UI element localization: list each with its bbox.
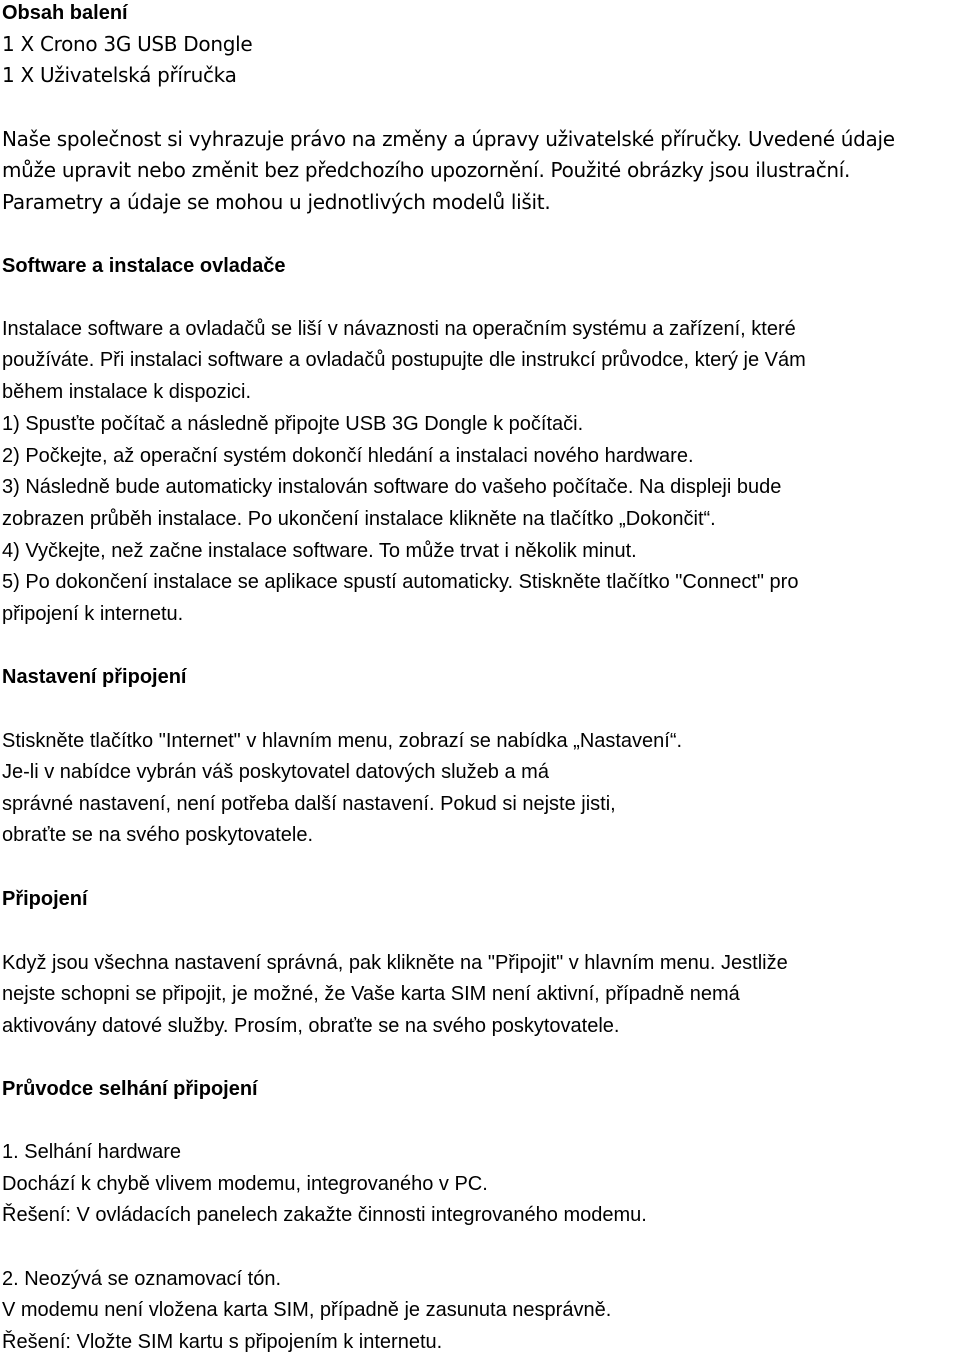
- section-heading-software: Software a instalace ovladače: [2, 255, 286, 277]
- troubleshooting-line: Dochází k chybě vlivem modemu, integrovaného v PC.: [2, 1173, 488, 1195]
- troubleshooting-item-title: 1. Selhání hardware: [2, 1141, 182, 1163]
- troubleshooting-line: Řešení: V ovládacích panelech zakažte činnosti integrovaného modemu.: [2, 1204, 647, 1226]
- package-item: 1 X Uživatelská příručka: [2, 63, 237, 87]
- software-step: 1) Spusťte počítač a následně připojte USB 3G Dongle k počítači.: [2, 413, 584, 435]
- settings-line: Je-li v nabídce vybrán váš poskytovatel datových služeb a má: [2, 761, 549, 783]
- troubleshooting-line: Řešení: Vložte SIM kartu s připojením k internetu.: [2, 1331, 443, 1353]
- settings-line: Stiskněte tlačítko "Internet" v hlavním menu, zobrazí se nabídka „Nastavení“.: [2, 730, 683, 752]
- software-step: 5) Po dokončení instalace se aplikace spustí automaticky. Stiskněte tlačítko "Connect" pro: [2, 571, 799, 593]
- software-step: připojení k internetu.: [2, 603, 184, 625]
- settings-line: správné nastavení, není potřeba další nastavení. Pokud si nejste jisti,: [2, 793, 616, 815]
- disclaimer-line: může upravit nebo změnit bez předchozího upozornění. Použité obrázky jsou ilustrační.: [2, 158, 851, 182]
- troubleshooting-item-title: 2. Neozývá se oznamovací tón.: [2, 1268, 282, 1290]
- connection-line: Když jsou všechna nastavení správná, pak klikněte na "Připojit" v hlavním menu. Jestliže: [2, 952, 788, 974]
- section-heading-connection: Připojení: [2, 888, 88, 910]
- connection-line: nejste schopni se připojit, je možné, že Vaše karta SIM není aktivní, případně nemá: [2, 983, 740, 1005]
- section-heading-settings: Nastavení připojení: [2, 666, 187, 688]
- package-item: 1 X Crono 3G USB Dongle: [2, 32, 253, 56]
- software-line: Instalace software a ovladačů se liší v návaznosti na operačním systému a zařízení, které: [2, 318, 796, 340]
- disclaimer-line: Naše společnost si vyhrazuje právo na změny a úpravy uživatelské příručky. Uvedené údaje: [2, 127, 895, 151]
- troubleshooting-line: V modemu není vložena karta SIM, případně je zasunuta nesprávně.: [2, 1299, 612, 1321]
- software-line: používáte. Při instalaci software a ovladačů postupujte dle instrukcí průvodce, který je Vám: [2, 349, 806, 371]
- software-step: 2) Počkejte, až operační systém dokončí hledání a instalaci nového hardware.: [2, 445, 694, 467]
- section-heading-package: Obsah balení: [2, 2, 128, 24]
- software-step: 4) Vyčkejte, než začne instalace software. To může trvat i několik minut.: [2, 540, 637, 562]
- connection-line: aktivovány datové služby. Prosím, obraťte se na svého poskytovatele.: [2, 1015, 620, 1037]
- section-heading-troubleshooting: Průvodce selhání připojení: [2, 1078, 258, 1100]
- software-step: 3) Následně bude automaticky instalován software do vašeho počítače. Na displeji bude: [2, 476, 782, 498]
- disclaimer-line: Parametry a údaje se mohou u jednotlivých modelů lišit.: [2, 190, 551, 214]
- settings-line: obraťte se na svého poskytovatele.: [2, 824, 314, 846]
- software-line: během instalace k dispozici.: [2, 381, 252, 403]
- software-step: zobrazen průběh instalace. Po ukončení instalace klikněte na tlačítko „Dokončit“.: [2, 508, 716, 530]
